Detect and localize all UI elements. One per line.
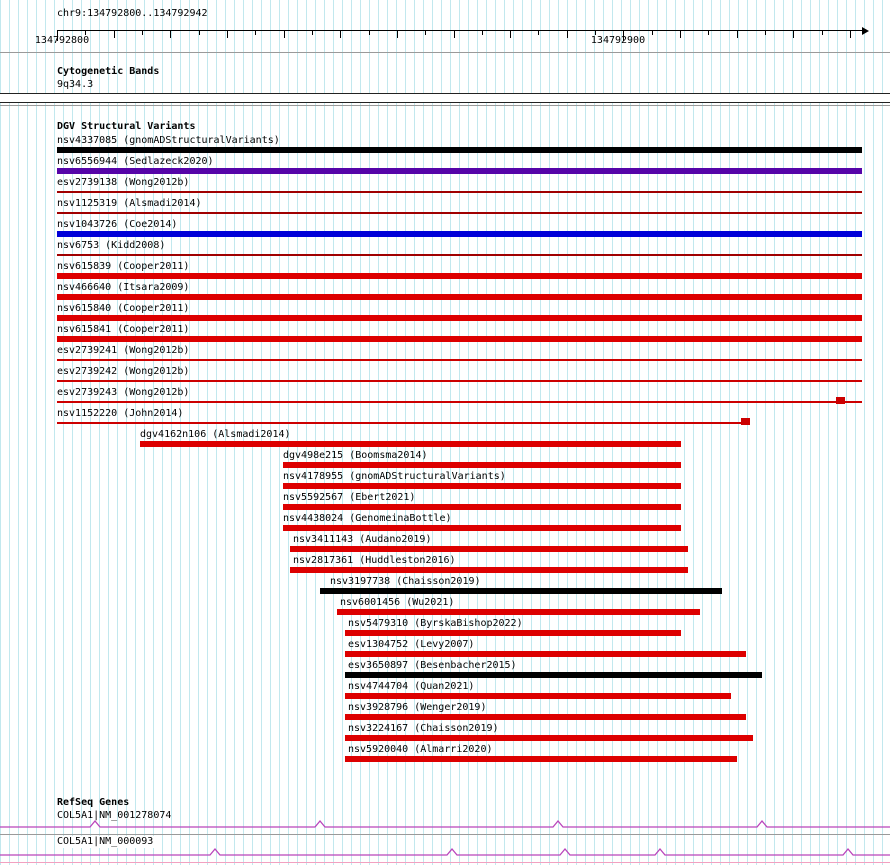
gene-label[interactable]: COL5A1|NM_000093 xyxy=(57,836,157,848)
variant-row xyxy=(0,176,890,197)
variant-row xyxy=(0,407,890,428)
variant-label[interactable]: nsv615839 (Cooper2011) xyxy=(57,261,190,272)
variant-label[interactable]: nsv4744704 (Quan2021) xyxy=(348,681,475,692)
gene-model[interactable] xyxy=(0,818,890,830)
variant-label[interactable]: nsv1152220 (John2014) xyxy=(57,408,184,419)
variant-row xyxy=(0,365,890,386)
variant-bar[interactable] xyxy=(337,609,700,615)
dgv-variant-rows xyxy=(0,134,890,764)
cytoband-label[interactable]: 9q34.3 xyxy=(57,79,94,90)
variant-label[interactable]: nsv615841 (Cooper2011) xyxy=(57,324,190,335)
ruler-tick xyxy=(482,31,483,35)
variant-row xyxy=(0,470,890,491)
variant-row xyxy=(0,533,890,554)
variant-label[interactable]: esv1304752 (Levy2007) xyxy=(348,639,475,650)
variant-row xyxy=(0,323,890,344)
separator-line xyxy=(0,52,890,53)
variant-row xyxy=(0,281,890,302)
variant-label[interactable]: esv3650897 (Besenbacher2015) xyxy=(348,660,517,671)
variant-bar[interactable] xyxy=(320,588,722,594)
variant-bar[interactable] xyxy=(57,422,750,424)
ruler-coordinate-label: 134792800 xyxy=(34,35,90,46)
variant-bar[interactable] xyxy=(290,567,688,573)
variant-label[interactable]: nsv4337085 (gnomADStructuralVariants) xyxy=(57,135,280,146)
variant-row xyxy=(0,428,890,449)
variant-bar[interactable] xyxy=(345,735,753,741)
variant-row xyxy=(0,512,890,533)
ruler-tick xyxy=(454,31,455,38)
variant-row xyxy=(0,722,890,743)
ruler-tick xyxy=(312,31,313,35)
variant-label[interactable]: nsv5592567 (Ebert2021) xyxy=(283,492,416,503)
ruler-tick xyxy=(765,31,766,35)
variant-label[interactable]: nsv615840 (Cooper2011) xyxy=(57,303,190,314)
variant-label[interactable]: nsv4178955 (gnomADStructuralVariants) xyxy=(283,471,506,482)
region-title: chr9:134792800..134792942 xyxy=(57,8,208,19)
variant-bar[interactable] xyxy=(57,168,862,174)
ruler-tick xyxy=(199,31,200,35)
variant-label[interactable]: nsv3928796 (Wenger2019) xyxy=(348,702,487,713)
variant-bar[interactable] xyxy=(345,672,762,678)
cytoband-glyph[interactable] xyxy=(0,93,890,103)
ruler-tick xyxy=(369,31,370,35)
variant-label[interactable]: nsv4438024 (GenomeinaBottle) xyxy=(283,513,452,524)
bottom-track-line xyxy=(0,862,890,863)
variant-row xyxy=(0,554,890,575)
ruler-coordinate-label: 134792900 xyxy=(590,35,646,46)
ruler-arrow-icon xyxy=(862,27,869,35)
variant-bar[interactable] xyxy=(283,462,681,468)
variant-bar[interactable] xyxy=(57,147,862,153)
variant-bar[interactable] xyxy=(57,401,862,403)
variant-bar[interactable] xyxy=(57,294,862,300)
variant-bar[interactable] xyxy=(57,231,862,237)
ruler-tick xyxy=(340,31,341,38)
variant-row xyxy=(0,134,890,155)
ruler-tick xyxy=(114,31,115,38)
variant-bar[interactable] xyxy=(283,483,681,489)
variant-bar[interactable] xyxy=(290,546,688,552)
variant-label[interactable]: nsv466640 (Itsara2009) xyxy=(57,282,190,293)
variant-row xyxy=(0,659,890,680)
variant-row xyxy=(0,239,890,260)
ruler-tick xyxy=(397,31,398,38)
variant-label[interactable]: nsv3197738 (Chaisson2019) xyxy=(330,576,481,587)
ruler-tick xyxy=(425,31,426,35)
variant-row xyxy=(0,302,890,323)
ruler-tick xyxy=(538,31,539,35)
ruler-tick xyxy=(170,31,171,38)
variant-bar[interactable] xyxy=(57,254,862,256)
separator-line xyxy=(0,105,890,106)
variant-row xyxy=(0,575,890,596)
variant-row xyxy=(0,260,890,281)
variant-row xyxy=(0,449,890,470)
variant-row xyxy=(0,617,890,638)
variant-box-marker[interactable] xyxy=(741,418,750,425)
refseq-genes-title: RefSeq Genes xyxy=(57,797,130,808)
variant-label[interactable]: esv2739241 (Wong2012b) xyxy=(57,345,190,356)
variant-label[interactable]: esv2739138 (Wong2012b) xyxy=(57,177,190,188)
variant-label[interactable]: nsv1043726 (Coe2014) xyxy=(57,219,178,230)
ruler-tick xyxy=(793,31,794,38)
variant-label[interactable]: dgv498e215 (Boomsma2014) xyxy=(283,450,428,461)
variant-row xyxy=(0,386,890,407)
variant-bar[interactable] xyxy=(283,525,681,531)
variant-bar[interactable] xyxy=(345,630,681,636)
variant-label[interactable]: esv2739243 (Wong2012b) xyxy=(57,387,190,398)
ruler-tick xyxy=(652,31,653,35)
variant-row xyxy=(0,743,890,764)
ruler-tick xyxy=(142,31,143,35)
variant-row xyxy=(0,491,890,512)
separator-line xyxy=(0,834,890,835)
dgv-structural-variants-title: DGV Structural Variants xyxy=(57,121,196,132)
variant-bar[interactable] xyxy=(345,651,746,657)
variant-bar[interactable] xyxy=(57,336,862,342)
variant-bar[interactable] xyxy=(283,504,681,510)
variant-row xyxy=(0,596,890,617)
variant-row xyxy=(0,155,890,176)
ruler-tick xyxy=(680,31,681,38)
variant-label[interactable]: nsv5920040 (Almarri2020) xyxy=(348,744,493,755)
variant-bar[interactable] xyxy=(345,714,746,720)
variant-label[interactable]: nsv6556944 (Sedlazeck2020) xyxy=(57,156,214,167)
cytogenetic-bands-title: Cytogenetic Bands xyxy=(57,66,160,77)
ruler-tick xyxy=(708,31,709,35)
variant-bar[interactable] xyxy=(57,380,862,382)
gene-model[interactable] xyxy=(0,846,890,858)
variant-label[interactable]: nsv5479310 (ByrskaBishop2022) xyxy=(348,618,523,629)
gene-label[interactable]: COL5A1|NM_001278074 xyxy=(57,810,172,821)
variant-label[interactable]: nsv6001456 (Wu2021) xyxy=(340,597,455,608)
variant-label[interactable]: nsv2817361 (Huddleston2016) xyxy=(293,555,456,566)
variant-row xyxy=(0,344,890,365)
ruler-tick xyxy=(737,31,738,38)
variant-label[interactable]: nsv3224167 (Chaisson2019) xyxy=(348,723,499,734)
variant-bar[interactable] xyxy=(57,315,862,321)
variant-label[interactable]: dgv4162n106 (Alsmadi2014) xyxy=(140,429,291,440)
ruler-tick xyxy=(850,31,851,38)
ruler-tick xyxy=(510,31,511,38)
variant-label[interactable]: nsv6753 (Kidd2008) xyxy=(57,240,166,251)
variant-row xyxy=(0,638,890,659)
ruler-tick xyxy=(567,31,568,38)
variant-bar[interactable] xyxy=(345,756,737,762)
variant-row xyxy=(0,218,890,239)
variant-bar[interactable] xyxy=(57,359,862,361)
variant-bar[interactable] xyxy=(57,212,862,214)
variant-bar[interactable] xyxy=(57,273,862,279)
variant-bar[interactable] xyxy=(57,191,862,193)
variant-row xyxy=(0,197,890,218)
ruler-tick xyxy=(822,31,823,35)
ruler-tick xyxy=(227,31,228,38)
variant-box-marker[interactable] xyxy=(836,397,845,404)
variant-label[interactable]: nsv3411143 (Audano2019) xyxy=(293,534,432,545)
variant-bar[interactable] xyxy=(140,441,681,447)
variant-row xyxy=(0,680,890,701)
variant-label[interactable]: nsv1125319 (Alsmadi2014) xyxy=(57,198,202,209)
variant-bar[interactable] xyxy=(345,693,731,699)
ruler-line xyxy=(57,30,863,31)
variant-row xyxy=(0,701,890,722)
variant-label[interactable]: esv2739242 (Wong2012b) xyxy=(57,366,190,377)
ruler-tick xyxy=(255,31,256,35)
ruler-tick xyxy=(284,31,285,38)
